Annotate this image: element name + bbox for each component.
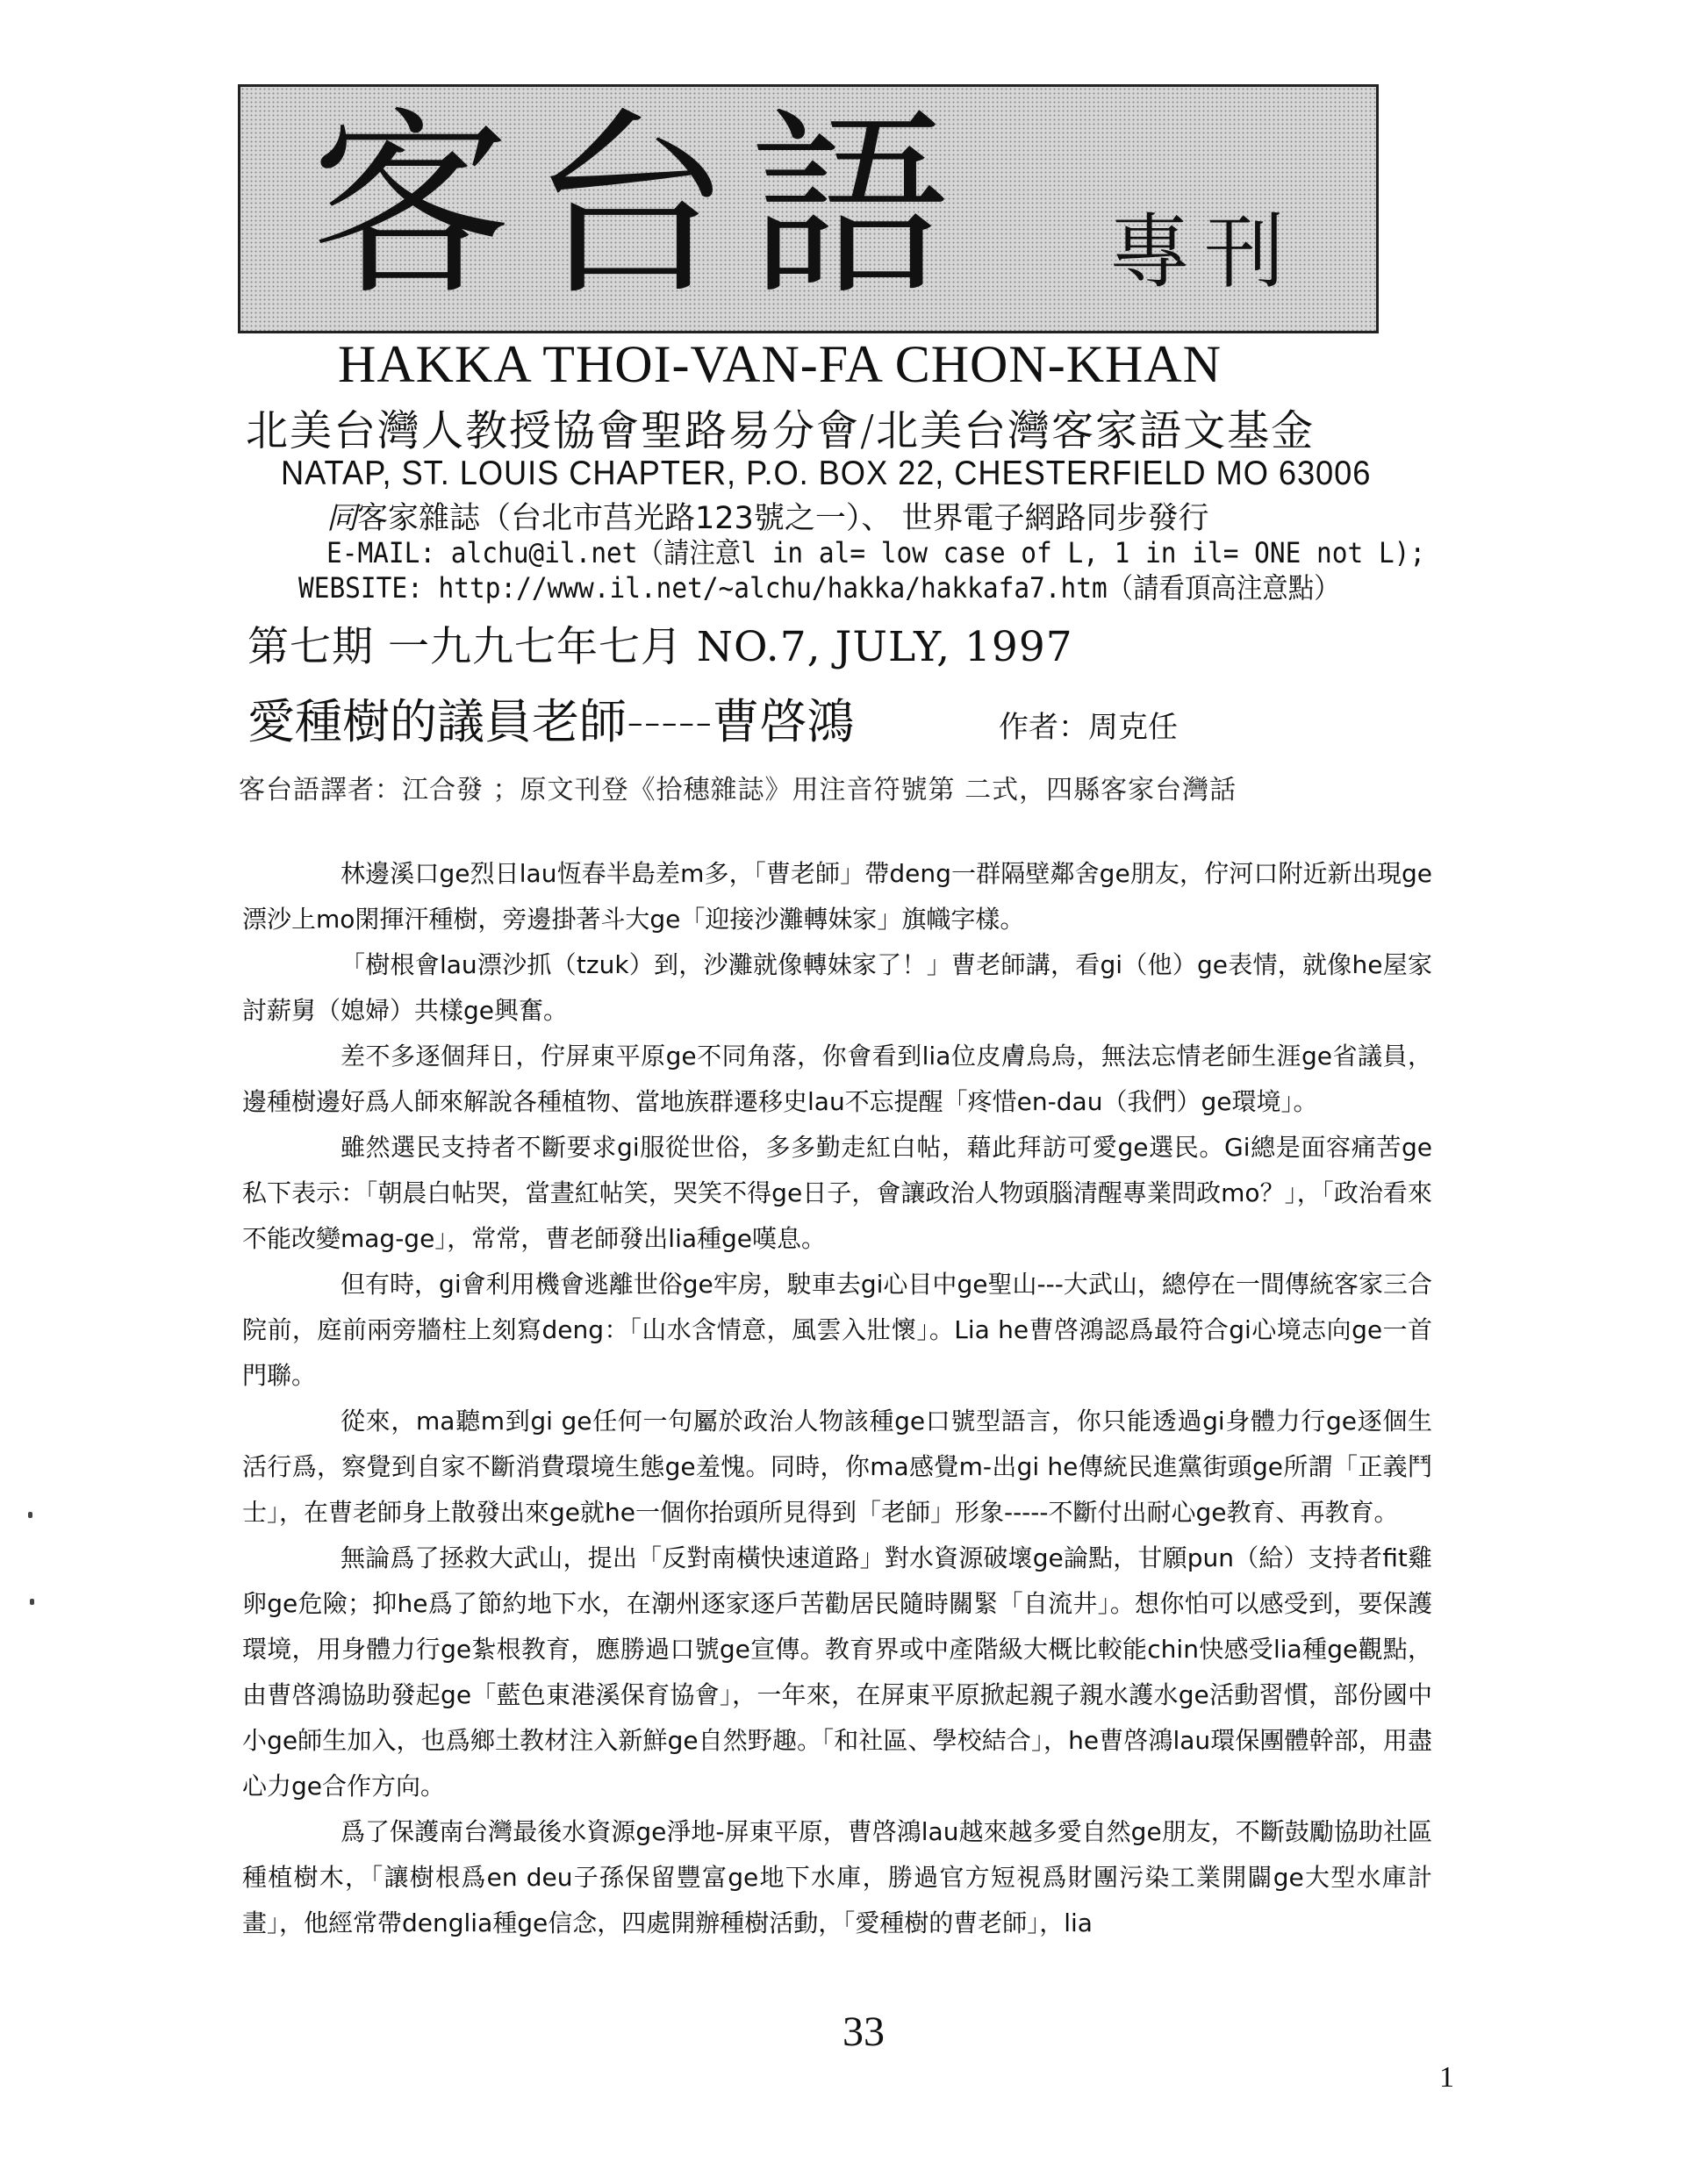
masthead-banner [238, 84, 1379, 333]
issue-line: 第七期 一九九七年七月 NO.7, JULY, 1997 [247, 623, 1073, 671]
paragraph: 林邊溪口ge烈日lau恆春半島差m多，「曹老師」帶deng一群隔壁鄰舍ge朋友，佇河口附近新出現ge漂沙上mo閑揮汗種樹，旁邊掛著斗大ge「迎接沙灘轉妹家」旗幟字樣。 [242, 859, 1432, 934]
romanized-title: HAKKA THOI-VAN-FA CHON-KHAN [338, 335, 1223, 393]
article-author: 作者：周克任 [999, 710, 1178, 745]
article-body [242, 851, 1432, 1946]
translator-line: 客台語譯者：江合發 ；原文刊登《拾穗雜誌》用注音符號第 二式，四縣客家台灣話 [239, 775, 1237, 806]
publication-note-text: 客家雜誌（台北市莒光路123號之一）、 世界電子網路同步發行 [357, 501, 1209, 536]
publication-note-prefix: 同 [326, 501, 358, 536]
masthead-title: 客台語 [311, 90, 969, 323]
paragraph: 無論爲了拯救大武山，提出「反對南橫快速道路」對水資源破壞ge論點，甘願pun（給）支持者fit雞卵ge危險；抑he爲了節約地下水，在潮州逐家逐戶苦勸居民隨時關緊「自流井」。想你怕可以感受到，要保護環境，用身體力行ge紮根教育，應勝過口號ge宣傳。教育界或中產階級大概比較能chin快感受lia種ge觀點，由曹啓鴻協助發起ge「藍色東港溪保育協會」，一年來，在屏東平原掀起親子親水護水ge活動習慣，部份國中小ge師生加入，也爲鄉土教材注入新鮮ge自然野趣。「和社區、學校結合」，he曹啓鴻lau環保團體幹部，用盡心力ge合作方向。 [242, 1543, 1432, 1801]
website-line: WEBSITE: http://www.il.net/~alchu/hakka/hakkafa7.htm（請看頂高注意點） [298, 571, 1340, 605]
paragraph: 但有時，gi會利用機會逃離世俗ge牢房，駛車去gi心目中ge聖山---大武山，總停在一間傳統客家三合院前，庭前兩旁牆柱上刻寫deng：「山水含情意，風雲入壯懷」。Lia he曹啓鴻認爲最符合gi心境志向ge一首門聯。 [242, 1270, 1432, 1390]
scan-speck [28, 1512, 32, 1518]
paragraph: 「樹根會lau漂沙抓（tzuk）到，沙灘就像轉妹家了！」曹老師講，看gi（他）ge表情，就像he屋家討薪舅（媳婦）共樣ge興奮。 [242, 950, 1432, 1025]
page-number: 33 [842, 2009, 885, 2055]
paragraph: 爲了保護南台灣最後水資源ge淨地-屏東平原，曹啓鴻lau越來越多愛自然ge朋友，不斷鼓勵協助社區種植樹木，「讓樹根爲en deu子孫保留豐富ge地下水庫，勝過官方短視爲財團污染工業開闢ge大型水庫計畫」，他經常帶denglia種ge信念，四處開辦種樹活動，「愛種樹的曹老師」，lia [242, 1817, 1432, 1937]
mailing-address: NATAP, ST. LOUIS CHAPTER, P.O. BOX 22, CHESTERFIELD MO 63006 [281, 455, 1372, 492]
article-title: 愛種樹的議員老師-----曹啓鴻 [247, 694, 855, 749]
paragraph: 從來，ma聽m到gi ge任何一句屬於政治人物該種ge口號型語言，你只能透過gi身體力行ge逐個生活行爲，察覺到自家不斷消費環境生態ge羞愧。同時，你ma感覺m-出gi he傳統民進黨街頭ge所謂「正義鬥士」，在曹老師身上散發出來ge就he一個你抬頭所見得到「老師」形象-----不斷付出耐心ge教育、再教育。 [242, 1407, 1432, 1527]
paragraph: 差不多逐個拜日，佇屏東平原ge不同角落，你會看到lia位皮膚烏烏，無法忘情老師生涯ge省議員，邊種樹邊好爲人師來解說各種植物、當地族群遷移史lau不忘提醒「疼惜en-dau（我們）ge環境」。 [242, 1042, 1432, 1116]
email-line: E-MAIL: alchu@il.net（請注意l in al= low case of L, 1 in il= ONE not L); [326, 536, 1426, 569]
scan-speck [30, 1599, 34, 1605]
sheet-number: 1 [1439, 2061, 1454, 2094]
organization-name: 北美台灣人教授協會聖路易分會/北美台灣客家語文基金 [246, 406, 1316, 455]
masthead-subtitle: 專刊 [1109, 205, 1300, 299]
paragraph: 雖然選民支持者不斷要求gi服從世俗，多多勤走紅白帖，藉此拜訪可愛ge選民。Gi總是面容痛苦ge私下表示：「朝晨白帖哭，當晝紅帖笑，哭笑不得ge日子，會讓政治人物頭腦清醒專業問政mo？」，「政治看來不能改變mag-ge」，常常，曹老師發出lia種ge嘆息。 [242, 1133, 1432, 1253]
